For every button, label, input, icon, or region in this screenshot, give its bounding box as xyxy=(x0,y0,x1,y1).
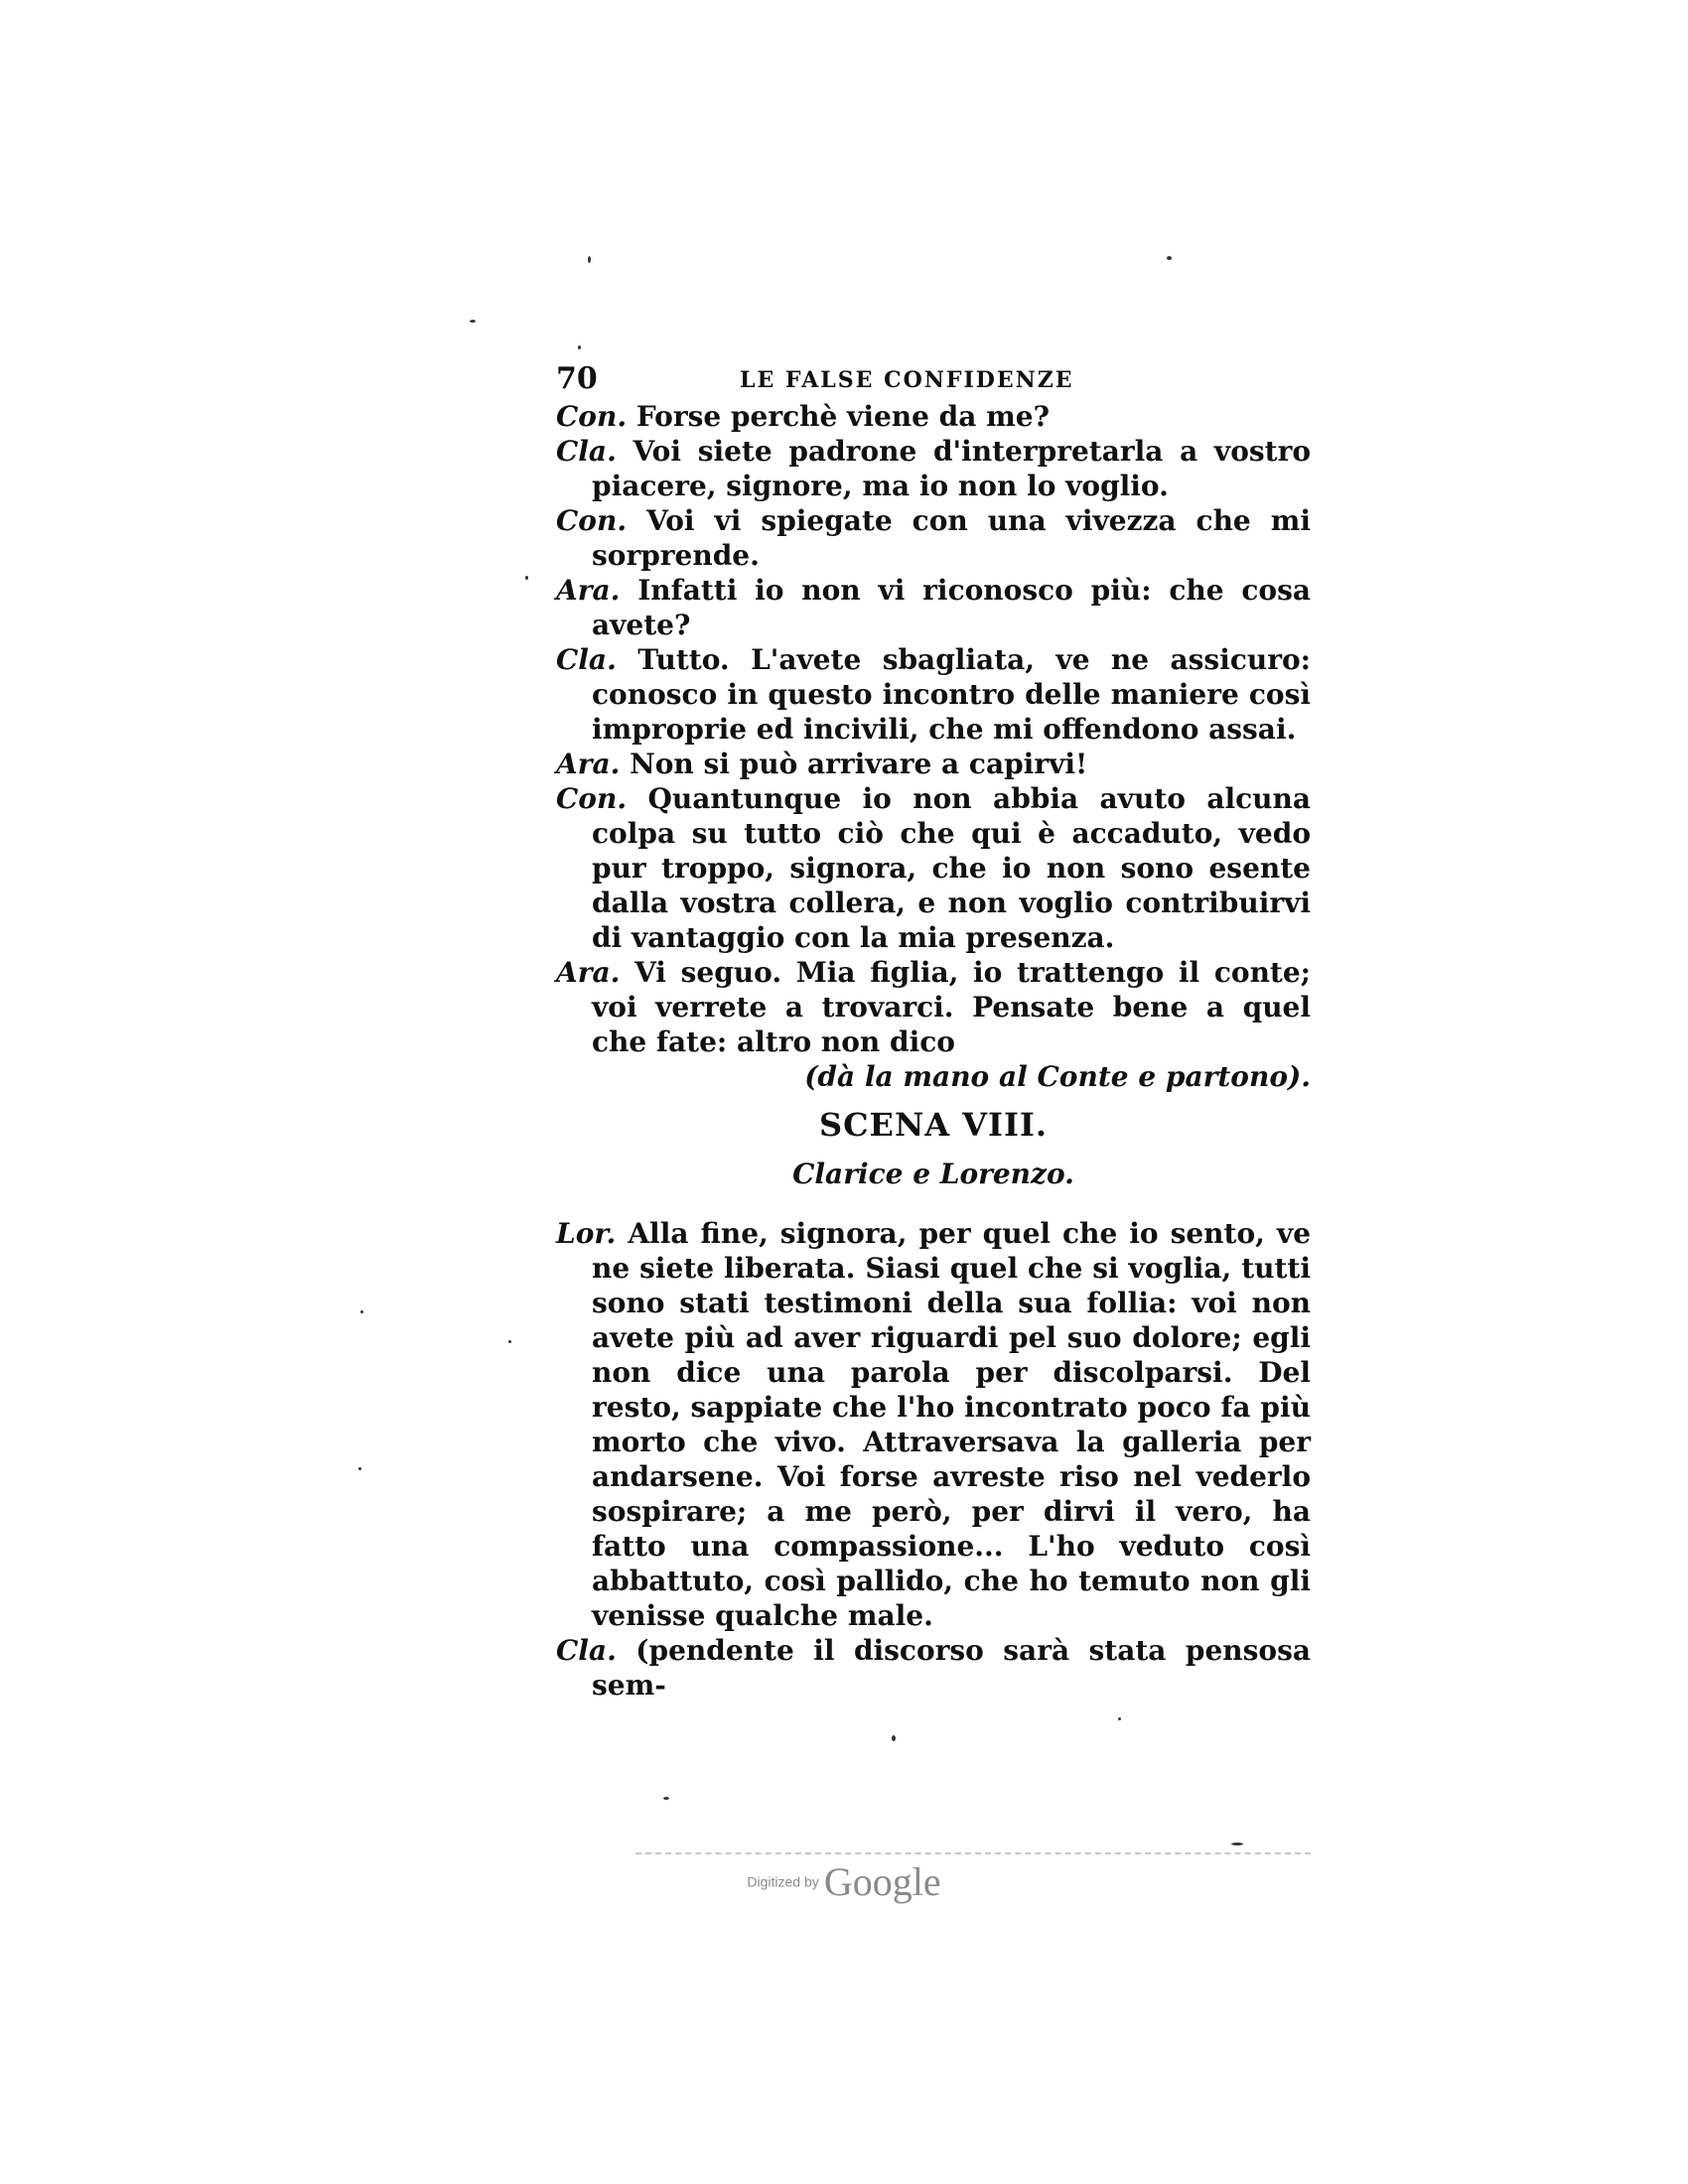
scan-speck xyxy=(1167,256,1172,260)
running-title: LE FALSE CONFIDENZE xyxy=(740,367,1074,393)
speaker-label: Ara. xyxy=(556,956,621,989)
speech-text: Voi siete padrone d'interpretarla a vostro piacere, signore, ma io non lo voglio. xyxy=(592,435,1312,502)
speaker-label: Ara. xyxy=(556,748,621,780)
speech-text: Vi seguo. Mia figlia, io trattengo il conte; voi verrete a trovarci. Pensate bene a quel che fate: altro non dico xyxy=(592,956,1312,1058)
scan-speck xyxy=(470,320,476,323)
speech-text: Voi vi spiegate con una vivezza che mi sorprende. xyxy=(592,504,1312,572)
google-logo: Google xyxy=(823,1859,941,1904)
speech-text: Non si può arrivare a capirvi! xyxy=(630,748,1088,780)
speaker-label: Ara. xyxy=(556,574,621,607)
speech-line xyxy=(556,573,1311,642)
speaker-label: Con. xyxy=(556,504,628,537)
speech-text: Infatti io non vi riconosco più: che cosa avete? xyxy=(592,574,1311,641)
speech-text: Forse perchè viene da me? xyxy=(635,400,1050,433)
digitized-by-label: Digitized by xyxy=(747,1873,819,1890)
text-column xyxy=(556,361,1312,1703)
speech-line xyxy=(556,955,1311,1059)
scan-speck xyxy=(508,1340,511,1343)
scan-speck xyxy=(588,256,591,263)
speech-line xyxy=(556,642,1311,747)
scan-speck xyxy=(1231,1843,1243,1845)
speech-line xyxy=(556,747,1311,781)
speech-line xyxy=(556,503,1311,573)
speech-line xyxy=(556,1633,1311,1703)
speaker-label: Cla. xyxy=(556,643,617,676)
speaker-label: Con. xyxy=(556,782,628,815)
speech-line xyxy=(556,434,1311,503)
speech-text: Tutto. L'avete sbagliata, ve ne assicuro: conosco in questo incontro delle maniere così improprie ed incivili, che mi offendono assai. xyxy=(592,643,1311,746)
speech-line xyxy=(556,781,1311,955)
speech-line xyxy=(556,399,1311,434)
scan-speck xyxy=(892,1735,896,1741)
speech-text: (pendente il discorso sarà stata pensosa sem- xyxy=(592,1634,1311,1702)
stage-direction: (dà la mano al Conte e partono). xyxy=(804,1060,1311,1093)
speech-line xyxy=(556,1216,1311,1633)
speaker-label: Cla. xyxy=(556,435,617,468)
speaker-label: Cla. xyxy=(556,1634,617,1667)
scene-characters: Clarice e Lorenzo. xyxy=(792,1158,1074,1190)
page-number: 70 xyxy=(556,361,598,396)
scan-speck xyxy=(578,345,581,349)
speaker-label: Con. xyxy=(556,400,628,433)
scan-speck xyxy=(358,1467,361,1470)
digitized-footer xyxy=(0,1858,1688,1905)
scan-speck xyxy=(1118,1717,1121,1720)
speech-text: Quantunque io non abbia avuto alcuna colpa su tutto ciò che qui è accaduto, vedo pur troppo, signora, che io non sono esente dalla vostra collera, e non voglio contribuirvi di vantaggio con la mia presenza. xyxy=(592,782,1311,954)
speaker-label: Lor. xyxy=(556,1217,617,1250)
scene-title: SCENA VIII. xyxy=(818,1106,1049,1144)
scan-rule xyxy=(635,1852,1311,1854)
scan-speck xyxy=(525,576,528,580)
scene-dialogue-block xyxy=(556,1216,1311,1703)
speech-text: Alla fine, signora, per quel che io sento, ve ne siete liberata. Siasi quel che si voglia, tutti sono stati testimoni della sua follia: voi non avete più ad aver riguardi pel suo dolore; egli non dice una parola per discolparsi. Del resto, sappiate che l'ho incontrato poco fa più morto che vivo. Attraversava la galleria per andarsene. Voi forse avreste riso nel vederlo sospirare; a me però, per dirvi il vero, ha fatto una compassione... L'ho veduto così abbattuto, così pallido, che ho temuto non gli venisse qualche male. xyxy=(592,1217,1312,1632)
scan-speck xyxy=(663,1797,669,1800)
dialogue-block xyxy=(556,399,1311,1059)
scan-speck xyxy=(360,1310,363,1313)
running-head xyxy=(556,361,1311,399)
